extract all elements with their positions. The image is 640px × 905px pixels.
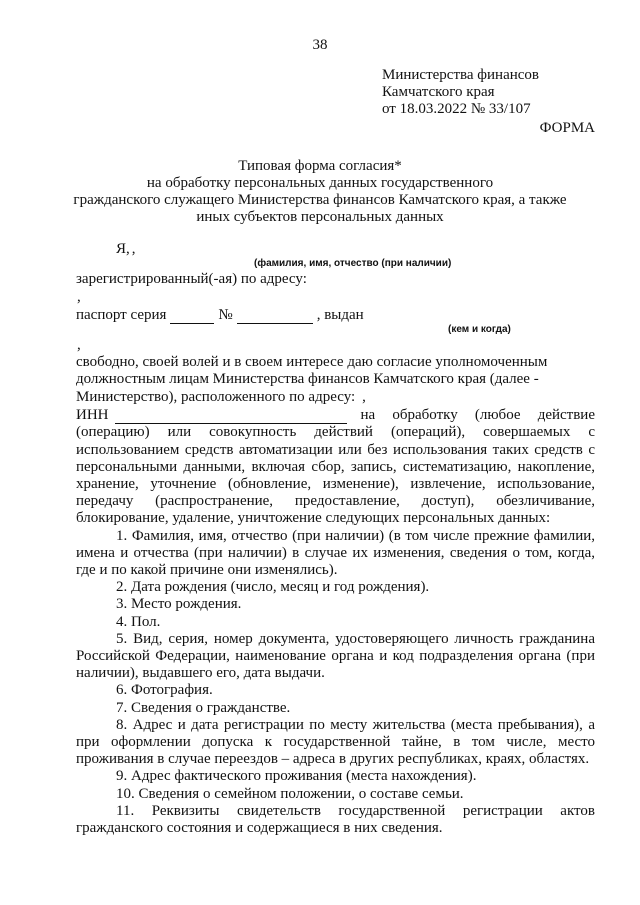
ministry-address-label: Министерство), расположенного по адресу: [76, 389, 356, 406]
ministry-address-comma: , [362, 389, 366, 406]
passport-number-sign: № [218, 306, 233, 323]
item-6: 6. Фотография. [116, 682, 213, 699]
forma-label: ФОРМА [539, 120, 595, 136]
item-9: 9. Адрес фактического проживания (места нахождения). [116, 768, 477, 785]
inn-after-text: на обработку (любое действие [360, 407, 595, 424]
issued-caption: (кем и когда) [448, 324, 511, 335]
issued-comma: , [77, 336, 81, 353]
item-8: 8. Адрес и дата регистрации по месту жительства (места пребывания), а при оформлении допуска к государственной тайне, в том числе, место проживания в случае переездов – адреса в других республиках, краях, областях. [76, 716, 595, 768]
title-line-2: на обработку персональных данных государственного [146, 175, 494, 191]
item-2: 2. Дата рождения (число, месяц и год рождения). [116, 579, 430, 596]
passport-row [76, 306, 595, 324]
item-10: 10. Сведения о семейном положении, о составе семьи. [116, 785, 464, 802]
address-comma: , [77, 288, 81, 305]
approval-line-3: от 18.03.2022 № 33/107 [382, 101, 531, 117]
form-body [76, 240, 595, 837]
address-row [76, 270, 595, 288]
issued-row-2 [76, 336, 595, 354]
passport-series-label: паспорт серия [76, 306, 167, 323]
ya-label: Я, [116, 240, 130, 257]
item-4: 4. Пол. [116, 613, 161, 630]
item-11: 11. Реквизиты свидетельств государственной регистрации актов гражданского состояния и содержащиеся в них сведения. [76, 802, 595, 837]
inn-field[interactable] [115, 409, 347, 424]
approval-block [382, 67, 539, 118]
fio-row [76, 240, 595, 258]
item-3: 3. Место рождения. [116, 596, 242, 613]
title-line-1: Типовая форма согласия* [238, 158, 402, 174]
page-number: 38 [312, 37, 328, 53]
title-line-3: гражданского служащего Министерства финансов Камчатского края, а также [73, 192, 567, 208]
form-title [40, 158, 600, 226]
item-1: 1. Фамилия, имя, отчество (при наличии) (в том числе прежние фамилии, имена и отчества (при наличии) в случае их изменения, сведения о том, когда, где и по какой причине они изменялись). [76, 527, 595, 579]
registered-label: зарегистрированный(-ая) по адресу: [76, 270, 307, 287]
approval-line-2: Камчатского края [382, 84, 495, 100]
item-7: 7. Сведения о гражданстве. [116, 699, 291, 716]
approval-line-1: Министерства финансов [382, 67, 539, 83]
fio-caption: (фамилия, имя, отчество (при наличии) [254, 258, 452, 269]
title-line-4: иных субъектов персональных данных [196, 209, 444, 225]
inn-row [76, 406, 595, 424]
issued-label: , выдан [316, 306, 364, 323]
passport-number-field[interactable] [237, 309, 313, 324]
passport-series-field[interactable] [170, 309, 214, 324]
consent-rest: (операцию) или совокупность действий (операций), совершаемых с использованием средств автоматизации или без использования таких средств с персональными данными, включая сбор, запись, систематизацию, накопление, хранение, уточнение (обновление, изменение), извлечение, использование, передачу (распространение, предоставление, доступ), обезличивание, блокирование, удаление, уничтожение следующих персональных данных: [76, 424, 595, 527]
consent-line-2: должностным лицам Министерства финансов Камчатского края (далее - [76, 371, 539, 388]
address-row-2 [76, 288, 595, 306]
inn-label: ИНН [76, 407, 109, 424]
item-5: 5. Вид, серия, номер документа, удостоверяющего личность гражданина Российской Федерации, наименование органа и код подразделения органа (при наличии), выдавшего его, дата выдачи. [76, 630, 595, 682]
ministry-address-row [76, 388, 595, 406]
fio-comma: , [131, 240, 136, 257]
consent-line-1: свободно, своей волей и в своем интересе даю согласие уполномоченным [76, 354, 548, 370]
